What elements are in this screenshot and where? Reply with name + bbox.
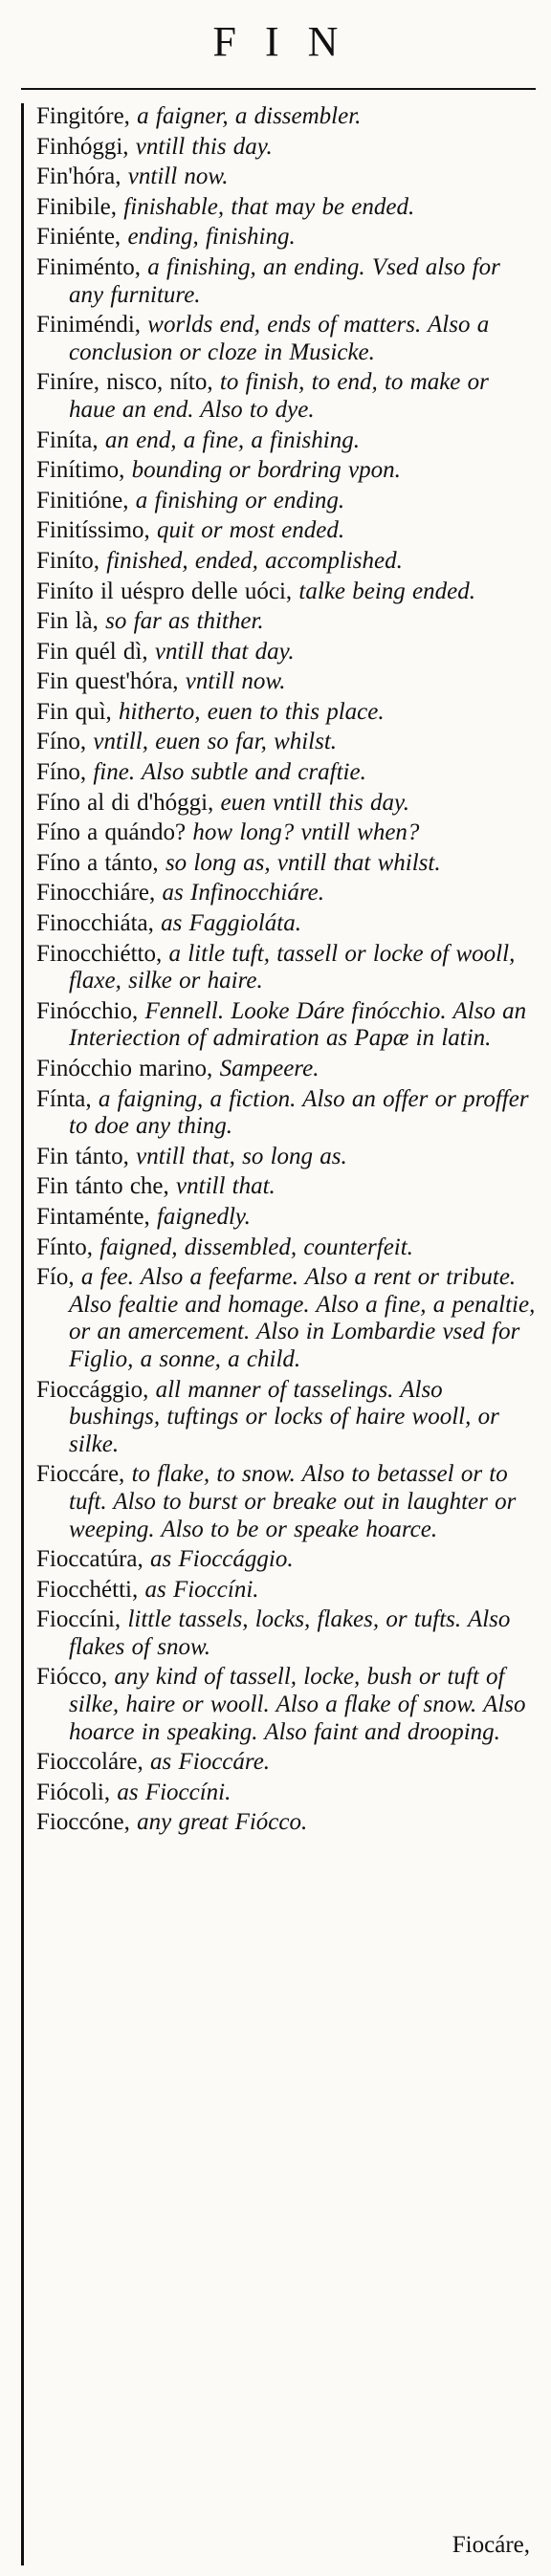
definition: a finishing, an ending. Vsed also for any furniture. [69, 253, 500, 308]
definition: a litle tuft, tassell or locke of wooll, flaxe, silke or haire. [69, 940, 516, 994]
dictionary-entry [36, 1377, 536, 1459]
definition: so far as thither. [98, 608, 264, 635]
dictionary-entry [36, 1461, 536, 1543]
dictionary-entry [36, 729, 536, 756]
headword: Fíno, [36, 759, 87, 786]
headword: Fiócoli, [36, 1779, 111, 1805]
dictionary-entry [36, 850, 536, 878]
headword: Finíto, [36, 547, 99, 574]
headword: Finhóggi, [36, 133, 129, 160]
definition: as Fioccíni. [138, 1576, 259, 1603]
definition: talke being ended. [292, 578, 475, 604]
definition: a finishing or ending. [128, 487, 345, 513]
headword: Finíta, [36, 426, 99, 453]
dictionary-entry [36, 819, 536, 847]
headword: Finiméndi, [36, 312, 142, 338]
definition: euen vntill this day. [213, 789, 409, 816]
definition: little tassels, locks, flakes, or tufts. Also flakes of snow. [69, 1606, 511, 1660]
entry-list [36, 103, 536, 1840]
definition: faigned, dissembled, counterfeit. [93, 1233, 413, 1260]
headword: Finócchio marino, [36, 1056, 213, 1081]
headword: Fioccóne, [36, 1809, 130, 1836]
headword: Fínta, [36, 1085, 92, 1112]
headword: Finócchio, [36, 997, 139, 1024]
definition: hitherto, euen to this place. [111, 698, 385, 725]
headword: Fin tánto, [36, 1143, 129, 1169]
dictionary-entry [36, 579, 536, 606]
headword: Fío, [36, 1264, 75, 1291]
dictionary-entry [36, 941, 536, 995]
definition: how long? vntill when? [186, 819, 420, 846]
definition: a faigning, a fiction. Also an offer or proffer to doe any thing. [69, 1085, 529, 1140]
dictionary-entry [36, 790, 536, 818]
definition: a fee. Also a feefarme. Also a rent or tribute. Also fealtie and homage. Also a fine, a penaltie, or an amercement. Also in Lombardie vsed for Figlio, a sonne, a child. [69, 1264, 536, 1372]
dictionary-entry [36, 699, 536, 727]
dictionary-entry [36, 1204, 536, 1232]
headword: Fíno a quándo? [36, 819, 187, 846]
headword: Finocchiétto, [36, 940, 163, 967]
definition: quit or most ended. [149, 517, 345, 544]
headword: Fin quél dì, [36, 638, 148, 665]
headword: Fingitóre, [36, 103, 130, 129]
dictionary-entry [36, 1173, 536, 1201]
definition: vntill this day. [128, 133, 273, 160]
headword: Finítimo, [36, 457, 125, 484]
dictionary-entry [36, 998, 536, 1053]
headword: Finíre, nisco, níto, [36, 369, 213, 396]
headword: Fioccatúra, [36, 1546, 143, 1573]
headword: Fiocchétti, [36, 1576, 139, 1603]
headword: Fíno al di d'hóggi, [36, 789, 214, 816]
dictionary-entry [36, 254, 536, 309]
dictionary-entry [36, 134, 536, 162]
dictionary-entry [36, 668, 536, 696]
dictionary-entry [36, 194, 536, 222]
dictionary-entry [36, 164, 536, 191]
headword: Fin quì, [36, 698, 112, 725]
headword: Fin tánto che, [36, 1173, 169, 1200]
dictionary-entry [36, 1779, 536, 1807]
headword: Fin'hóra, [36, 164, 121, 190]
definition: as Fioccíni. [110, 1779, 231, 1805]
dictionary-entry [36, 1606, 536, 1661]
definition: as Fioccáre. [143, 1749, 271, 1776]
dictionary-entry [36, 1577, 536, 1605]
headword: Finiménto, [36, 253, 142, 280]
definition: vntill now. [178, 668, 286, 695]
headword: Fioccíni, [36, 1606, 121, 1633]
dictionary-entry [36, 488, 536, 515]
definition: any great Fiócco. [129, 1809, 308, 1836]
dictionary-entry [36, 517, 536, 545]
definition: fine. Also subtle and craftie. [86, 759, 366, 786]
headword: Fíno a tánto, [36, 849, 159, 876]
dictionary-entry [36, 427, 536, 455]
headword: Fin là, [36, 608, 99, 635]
definition: as Faggioláta. [153, 910, 301, 937]
catchword: Fiocáre, [452, 2532, 530, 2558]
headword: Fioccáre, [36, 1461, 125, 1488]
dictionary-entry [36, 639, 536, 666]
headword: Fínto, [36, 1233, 94, 1260]
dictionary-entry [36, 1546, 536, 1574]
dictionary-entry [36, 608, 536, 636]
dictionary-entry [36, 1749, 536, 1777]
definition: to flake, to snow. Also to betassel or to tuft. Also to burst or breake out in laughter or weeping. Also to be or speake hoarce. [69, 1461, 517, 1542]
dictionary-entry [36, 1086, 536, 1141]
dictionary-entry [36, 1234, 536, 1262]
headword: Fíno, [36, 729, 87, 755]
dictionary-entry [36, 312, 536, 366]
dictionary-entry [36, 548, 536, 576]
definition: vntill now. [121, 164, 229, 190]
definition: a faigner, a dissembler. [129, 103, 362, 129]
dictionary-entry [36, 224, 536, 251]
headword: Fioccoláre, [36, 1749, 143, 1776]
headword: Finitíssimo, [36, 517, 150, 544]
definition: an end, a fine, a finishing. [98, 426, 360, 453]
dictionary-entry [36, 1056, 536, 1083]
definition: any kind of tassell, locke, bush or tuft of silke, haire or wooll. Also a flake of snow. Also hoarce in speaking. Also faint and drooping. [69, 1664, 526, 1745]
header-rule [21, 88, 536, 90]
running-head: FIN [212, 18, 367, 65]
definition: as Infinocchiáre. [155, 880, 324, 906]
definition: ending, finishing. [121, 224, 296, 251]
definition: vntill that. [168, 1173, 276, 1200]
definition: Sampeere. [212, 1056, 320, 1081]
definition: bounding or bordring vpon. [124, 457, 401, 484]
definition: finishable, that may be ended. [117, 193, 415, 220]
dictionary-entry [36, 1264, 536, 1373]
definition: Fennell. Looke Dáre finócchio. Also an Interiection of admiration as Papæ in latin. [69, 997, 527, 1052]
headword: Fin quest'hóra, [36, 668, 179, 695]
definition: so long as, vntill that whilst. [158, 849, 441, 876]
definition: all manner of tasselings. Also bushings, tuftings or locks of haire wooll, or silke. [69, 1376, 499, 1457]
dictionary-entry [36, 457, 536, 485]
headword: Finiénte, [36, 224, 121, 251]
dictionary-entry [36, 880, 536, 907]
headword: Finibile, [36, 193, 118, 220]
dictionary-entry [36, 103, 536, 131]
headword: Finitióne, [36, 487, 129, 513]
headword: Fiócco, [36, 1664, 108, 1691]
headword: Fintaménte, [36, 1203, 150, 1230]
definition: to finish, to end, to make or haue an end. Also to dye. [69, 369, 489, 423]
dictionary-entry [36, 1144, 536, 1171]
dictionary-entry [36, 1809, 536, 1837]
dictionary-entry [36, 759, 536, 787]
definition: vntill that day. [147, 638, 295, 665]
dictionary-entry [36, 369, 536, 424]
headword: Finocchiáre, [36, 880, 156, 906]
headword: Finocchiáta, [36, 910, 154, 937]
definition: vntill that, so long as. [128, 1143, 347, 1169]
definition: finished, ended, accomplished. [99, 547, 403, 574]
definition: vntill, euen so far, whilst. [86, 729, 338, 755]
dictionary-entry [36, 910, 536, 938]
definition: worlds end, ends of matters. Also a conclusion or cloze in Musicke. [69, 312, 490, 365]
definition: as Fioccággio. [143, 1546, 294, 1573]
definition: faignedly. [149, 1203, 251, 1230]
column-rule [21, 103, 24, 2565]
headword: Fioccággio, [36, 1376, 149, 1403]
headword: Finíto il uéspro delle uóci, [36, 578, 293, 604]
dictionary-entry [36, 1664, 536, 1746]
